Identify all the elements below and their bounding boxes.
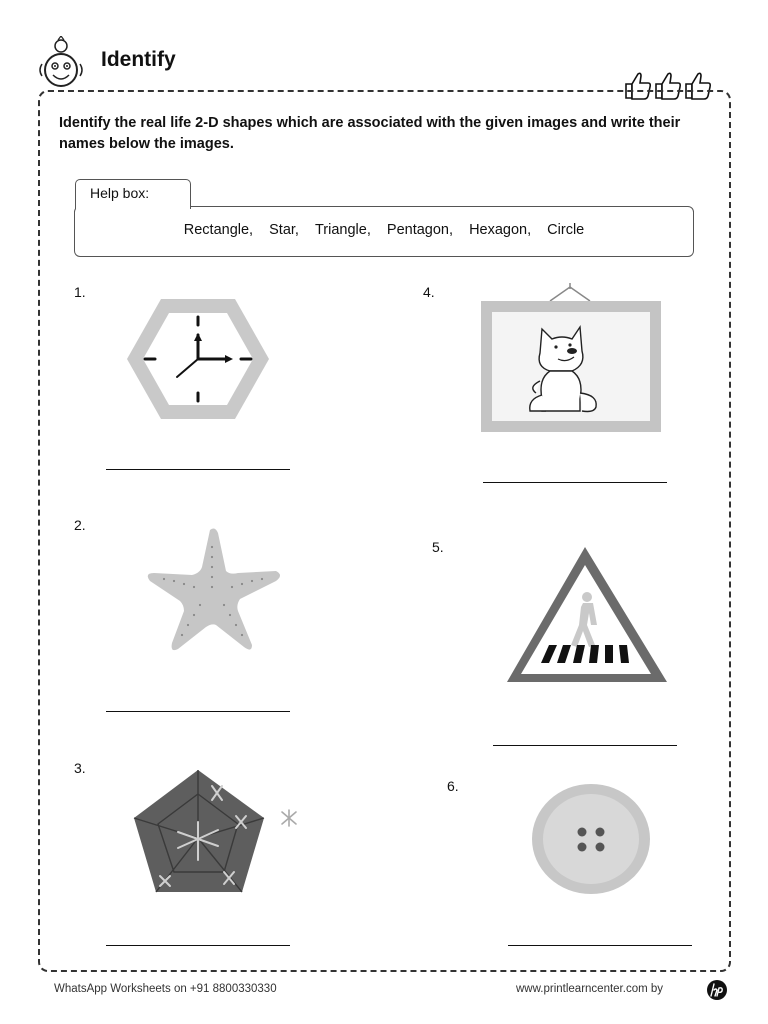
item-number-4: 4.: [423, 284, 435, 300]
item-number-3: 3.: [74, 760, 86, 776]
help-word: Circle: [547, 222, 585, 238]
answer-line-5[interactable]: [493, 745, 677, 746]
item-number-5: 5.: [432, 539, 444, 555]
instructions: Identify the real life 2-D shapes which are associated with the given images and write their names below the images.: [59, 115, 681, 152]
item-number-2: 2.: [74, 517, 86, 533]
help-word-list: [75, 222, 693, 238]
help-word: Pentagon,: [386, 222, 454, 238]
help-box: [74, 206, 694, 257]
help-word: Triangle,: [314, 222, 371, 238]
answer-line-4[interactable]: [483, 482, 667, 483]
footer-website-link[interactable]: www.printlearncenter.com by: [516, 983, 664, 995]
item-number-6: 6.: [447, 778, 459, 794]
help-word: Hexagon,: [469, 222, 532, 238]
hp-logo-icon: [707, 980, 727, 1000]
help-word: Rectangle,: [183, 222, 254, 238]
hexagon-clock-image: [125, 297, 271, 421]
rectangle-picture-frame-image: [480, 283, 662, 433]
help-box-label: Help box:: [75, 179, 191, 209]
triangle-crossing-sign-image: [505, 545, 669, 685]
help-word: Star,: [269, 222, 299, 238]
answer-line-3[interactable]: [106, 945, 290, 946]
answer-line-2[interactable]: [106, 711, 290, 712]
item-number-1: 1.: [74, 284, 86, 300]
page-title: Identify: [101, 48, 176, 71]
circle-button-image: [530, 782, 652, 896]
mascot-face-icon: [36, 36, 86, 90]
answer-line-6[interactable]: [508, 945, 692, 946]
footer-whatsapp-text: WhatsApp Worksheets on +91 8800330330: [54, 983, 277, 995]
pentagon-ornament-image: [130, 768, 304, 896]
starfish-image: [144, 527, 284, 653]
answer-line-1[interactable]: [106, 469, 290, 470]
help-tab-joint: [76, 204, 190, 208]
